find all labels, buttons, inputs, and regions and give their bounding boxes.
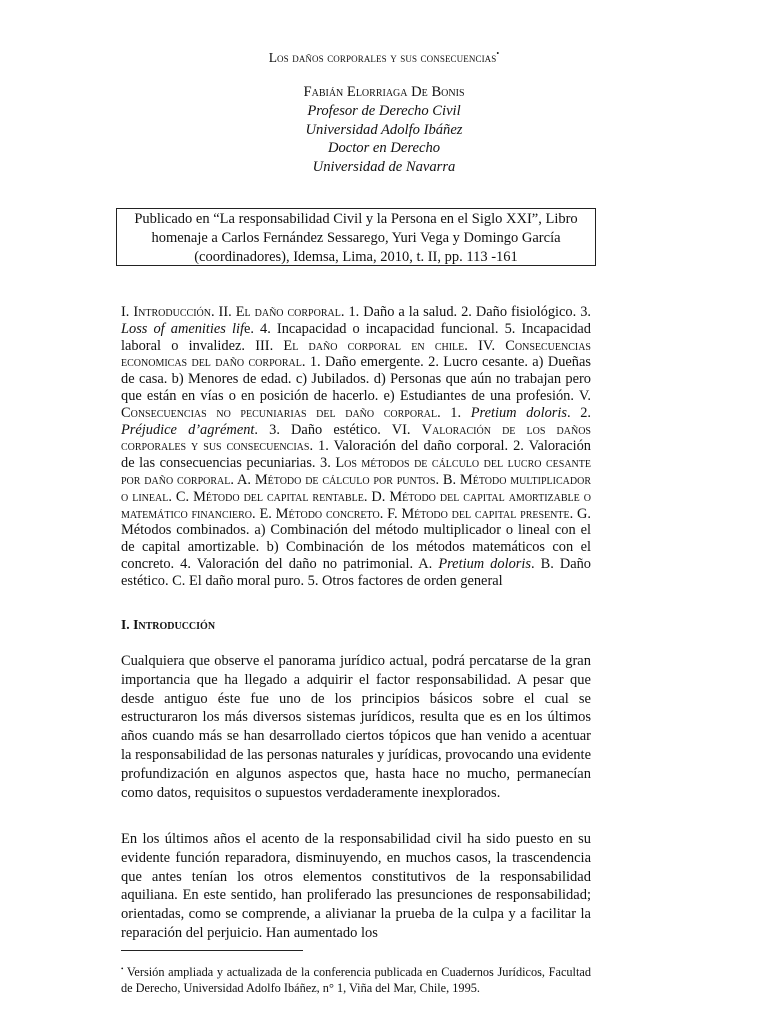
toc-segment: . 1. Valoración del daño corporal. 2. Valoración de las consecuencias pecuniarias. 3.	[121, 438, 591, 472]
toc-segment: . F.	[379, 505, 402, 522]
author-affiliation-1: Profesor de Derecho Civil	[307, 102, 461, 119]
footnote	[121, 961, 591, 996]
toc-segment: El daño corporal	[235, 304, 341, 320]
toc-segment: Método del capital amortizable o matemático financiero	[121, 488, 591, 522]
toc-segment: . 3. Daño estético. VI.	[254, 421, 422, 438]
paragraph-1: Cualquiera que observe el panorama jurídico actual, podrá percatarse de la gran importancia que ha llegado a adquirir el factor responsabilidad. A pesar que desde antiguo éste fue uno de los principios básicos sobre el cual se estructuraron los más diversos sistemas jurídicos, resulta que es en los últimos años cuando más se han desarrollado ciertos tópicos que han venido a acentuar la responsabilidad de las personas naturales y jurídicas, provocando una evidente profundización en algunos aspectos que, hasta hace no mucho, permanecían como datos, requisitos o supuestos verdaderamente inexplorados.	[121, 653, 591, 801]
publication-note: Publicado en “La responsabilidad Civil y la Persona en el Siglo XXI”, Libro homenaje a Carlos Fernández Sessarego, Yuri Vega y Domingo García (coordinadores), Idemsa, Lima, 2010, t. II, pp. 113 -161	[134, 211, 578, 265]
toc-segment: . E.	[252, 505, 276, 522]
toc-segment: Método del capital presente	[401, 505, 570, 522]
toc-segment: e. 4. Incapacidad o incapacidad funcional. 5. Incapacidad laboral o invalidez. III.	[121, 320, 591, 354]
author-affiliation-4: Universidad de Navarra	[312, 159, 456, 176]
toc-segment: Préjudice d’agrément	[121, 421, 255, 438]
table-of-contents	[121, 304, 591, 590]
title-footnote-mark: •	[496, 49, 500, 58]
toc-segment: Introducción	[133, 304, 211, 320]
toc-segment: . A.	[230, 471, 255, 488]
document-title	[0, 49, 768, 66]
title-text: Los daños corporales y sus consecuencias	[268, 50, 497, 65]
publication-note-box	[116, 208, 596, 266]
toc-segment: Método de cálculo por puntos	[254, 471, 436, 488]
toc-segment: . 1. Daño emergente. 2. Lucro cesante. a) Dueñas de casa. b) Menores de edad. c) Jubilados. d) Personas que aún no trabajan pero que están en vías o en posición de hacerlo. e) Estudiantes de una profesión. V.	[121, 354, 591, 404]
footnote-text: Versión ampliada y actualizada de la conferencia publicada en Cuadernos Jurídicos, Facultad de Derecho, Universidad Adolfo Ibáñez, n° 1, Viña del Mar, Chile, 1995.	[121, 965, 591, 995]
toc-segment: El daño corporal en chile	[283, 337, 465, 354]
toc-segment: Pretium doloris	[470, 404, 567, 421]
toc-segment: Consecuencias no pecuniarias del daño corporal	[121, 404, 438, 421]
toc-segment: . 2.	[566, 404, 592, 421]
toc-segment: Consecuencias economicas del daño corporal	[121, 337, 591, 371]
toc-segment: Método concreto	[275, 505, 380, 522]
toc-segment: . B.	[435, 471, 460, 488]
toc-segment: Los métodos de cálculo del lucro cesante por daño corporal	[121, 455, 591, 488]
toc-segment: Loss of amenities lif	[121, 320, 244, 337]
toc-segment: . 1. Daño a la salud. 2. Daño fisiológico. 3.	[340, 304, 591, 320]
author-name: Fabián Elorriaga De Bonis	[303, 84, 465, 100]
paragraph-2: En los últimos años el acento de la responsabilidad civil ha sido puesto en su evidente función reparadora, disminuyendo, en muchos casos, la trascendencia que antes tenían los otros elementos constitutivos de la responsabilidad aquiliana. En este sentido, han proliferado las presunciones de responsabilidad; orientadas, como se comprende, a alivianar la prueba de la culpa y a facilitar la reparación del perjuicio. Han aumentado los	[121, 831, 591, 941]
toc-segment: . G. Métodos combinados. a) Combinación del método multiplicador o lineal con el de capital amortizable. b) Combinación de los métodos matemáticos con el concreto. 4. Valoración del daño no patrimonial. A.	[121, 505, 592, 572]
toc-segment: . B. Daño estético. C. El daño moral puro. 5. Otros factores de orden general	[121, 555, 591, 589]
author-block	[0, 83, 768, 177]
toc-segment: . IV.	[464, 337, 506, 354]
toc-segment: . C.	[168, 488, 194, 505]
toc-segment: . D.	[363, 488, 390, 505]
toc-segment: . II.	[210, 304, 236, 320]
section-heading: I. Introducción	[121, 617, 216, 632]
toc-segment: I.	[121, 304, 134, 320]
toc-segment: Método del capital rentable	[193, 488, 364, 505]
toc-segment: Valoración de los daños corporales y sus consecuencias	[121, 421, 591, 455]
toc-segment: Pretium doloris	[438, 555, 531, 572]
footnote-mark: •	[121, 965, 124, 973]
toc-segment: . 1.	[437, 404, 471, 421]
toc-segment: Método multiplicador o lineal	[121, 471, 592, 505]
author-affiliation-2: Universidad Adolfo Ibáñez	[305, 121, 463, 138]
footnote-divider	[121, 950, 303, 951]
author-affiliation-3: Doctor en Derecho	[327, 140, 441, 157]
